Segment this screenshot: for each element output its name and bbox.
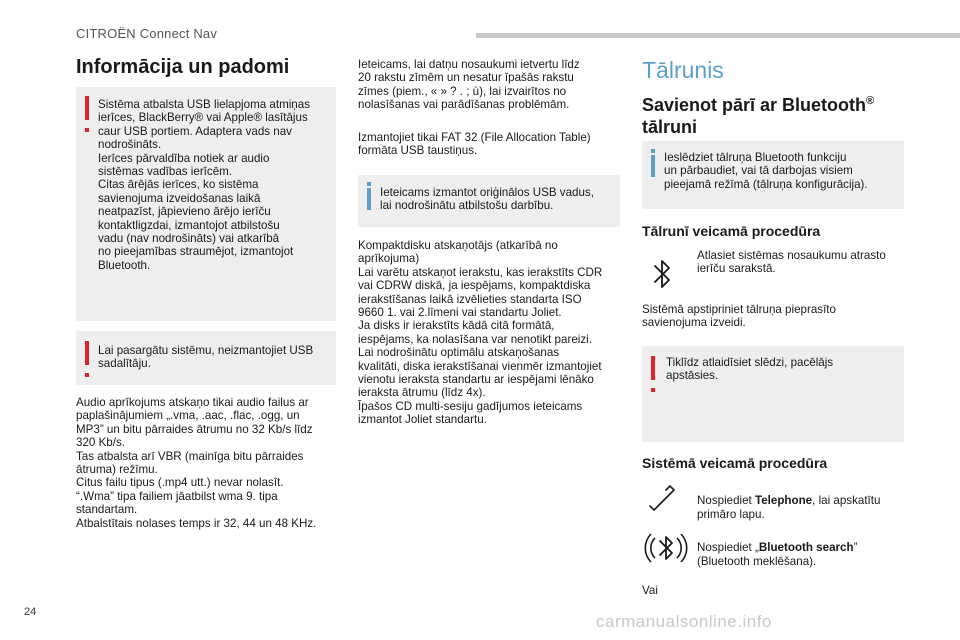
watermark: carmanualsonline.info: [596, 612, 772, 631]
phone-section-title: Tālrunis: [642, 57, 724, 83]
audio-formats-paragraph: Audio aprīkojums atskaņo tikai audio failus ar paplašinājumiem „.vma, .aac, .flac, .ogg, un MP3” un bitu pārraides ātrumu no 32 Kb/s līdz 320 Kb/s. Tas atbalsta arī VBR (mainīga bitu pārraides ātruma) režīmu. Citus failu tipus (.mp4 utt.) nevar nolasīt. “.Wma” tipa failiem jāatbilst wma 9. tipa standartam. Atbalstītais nolases temps ir 32, 44 un 48 KHz.: [76, 396, 317, 530]
info-box-usb-cables: [358, 175, 620, 227]
phone-handset-icon: [644, 484, 684, 514]
or-text: Vai: [642, 584, 658, 597]
info-icon: [367, 188, 371, 210]
cd-player-paragraph: Kompaktdisku atskaņotājs (atkarībā no aprīkojuma) Lai varētu atskaņot ierakstu, kas ierakstīts CDR vai CDRW diskā, ja iespējams, kompaktdiska ierakstīšanas laikā izvēlieties standarta ISO 9660 1. vai 2.līmeni vai standartu Joliet. Ja disks ir ierakstīts kādā citā formātā, iespējams, ka nolasīšana var nenotikt pareizi. Lai nodrošinātu optimālu atskaņošanas kvalitāti, diska ierakstīšanai vienmēr izmantojiet vienotu ieraksta standartu ar iespējami lēnāko ieraksta ātrumu (līdz 4x). Īpašos CD multi-sesiju gadījumos ieteicams izmantot Joliet standartu.: [358, 239, 603, 427]
warning-line: Sistēma atbalsta USB lielapjoma atmiņas: [98, 98, 311, 111]
warning-text-usb: [98, 98, 332, 272]
step-bluetooth-search-text: [697, 528, 905, 568]
warning-icon: [651, 356, 655, 380]
warning-box-usb: [76, 87, 336, 321]
warning-box-switch: [642, 346, 904, 442]
warning-box-splitter: [76, 331, 336, 385]
bluetooth-heading-main: Savienot pārī ar Bluetooth: [642, 95, 867, 115]
step2-suffix: ” (Bluetooth meklēšana).: [697, 541, 858, 568]
bluetooth-icon: [649, 256, 677, 292]
warning-line: Bluetooth.: [98, 258, 151, 272]
warning-icon: [85, 341, 89, 365]
warning-line: nodrošināts.: [98, 138, 162, 152]
section-heading-info: Informācija un padomi: [76, 56, 290, 78]
warning-text-splitter: Lai pasargātu sistēmu, neizmantojiet USB sadalītāju.: [98, 344, 314, 371]
info-text-usb-cables: Ieteicams izmantot oriģinālos USB vadus, lai nodrošinātu atbilstošu darbību.: [380, 186, 594, 213]
phone-procedure-heading: Tālrunī veicamā procedūra: [642, 223, 821, 239]
bluetooth-pairing-heading: [642, 90, 904, 138]
warning-text-switch: Tiklīdz atlaidīsiet slēdzi, pacēlājs apstāsies.: [666, 356, 834, 383]
info-box-bluetooth: [642, 141, 904, 209]
warning-line: neatpazīst, jāpievieno ārējo ierīču: [98, 205, 271, 219]
warning-line: kontaktligzdai, izmantojot atbilstošu: [98, 218, 280, 232]
header-divider: [476, 33, 960, 38]
page-number: 24: [24, 606, 37, 618]
warning-line: Citas ārējās ierīces, ko sistēma: [98, 178, 259, 192]
warning-line: sistēmas vadības ierīcēm.: [98, 165, 233, 179]
warning-line: ierīces, BlackBerry® vai Apple® lasītājus: [98, 111, 308, 125]
system-procedure-heading: Sistēmā veicamā procedūra: [642, 455, 828, 471]
bluetooth-heading-line2: tālruni: [642, 117, 698, 137]
document-header: CITROËN Connect Nav: [76, 26, 218, 41]
warning-line: Ierīces pārvaldība notiek ar audio: [98, 151, 270, 165]
step1-suffix: , lai apskatītu primāro lapu.: [697, 494, 881, 521]
warning-icon: [85, 96, 89, 120]
fat32-paragraph: Izmantojiet tikai FAT 32 (File Allocation Table) formāta USB taustiņus.: [358, 131, 591, 158]
warning-line: caur USB portiem. Adaptera vads nav: [98, 124, 292, 138]
filename-paragraph: Ieteicams, lai datņu nosaukumi ietvertu līdz 20 rakstu zīmēm un nesatur īpašās rakstu zīmes (piem., « » ? . ; ù), lai izvairītos no nolasīšanas vai parādīšanas problēmām.: [358, 58, 580, 112]
bluetooth-search-icon: [643, 525, 691, 573]
telephone-label: Telephone: [755, 494, 813, 508]
info-icon: [651, 155, 655, 177]
confirm-paragraph: Sistēmā apstipriniet tālruņa pieprasīto savienojuma izveidi.: [642, 303, 836, 330]
bluetooth-search-label: Bluetooth search: [758, 541, 854, 555]
info-text-bluetooth: Ieslēdziet tālruņa Bluetooth funkciju un pārbaudiet, vai tā darbojas visiem pieejamā režīmā (tālruņa konfigurācija).: [664, 151, 868, 191]
warning-line: vadu (nav nodrošināts) vai atkarībā: [98, 232, 280, 246]
phone-step-text: Atlasiet sistēmas nosaukumu atrasto ierīču sarakstā.: [697, 249, 886, 276]
warning-line: savienojuma izveidošanas laikā: [98, 191, 261, 205]
step-telephone-text: [697, 481, 905, 521]
step2-prefix: Nospiediet „: [697, 541, 759, 555]
step1-prefix: Nospiediet: [697, 494, 756, 508]
registered-mark: ®: [866, 95, 875, 107]
warning-line: no pieejamības straumējot, izmantojot: [98, 245, 294, 259]
